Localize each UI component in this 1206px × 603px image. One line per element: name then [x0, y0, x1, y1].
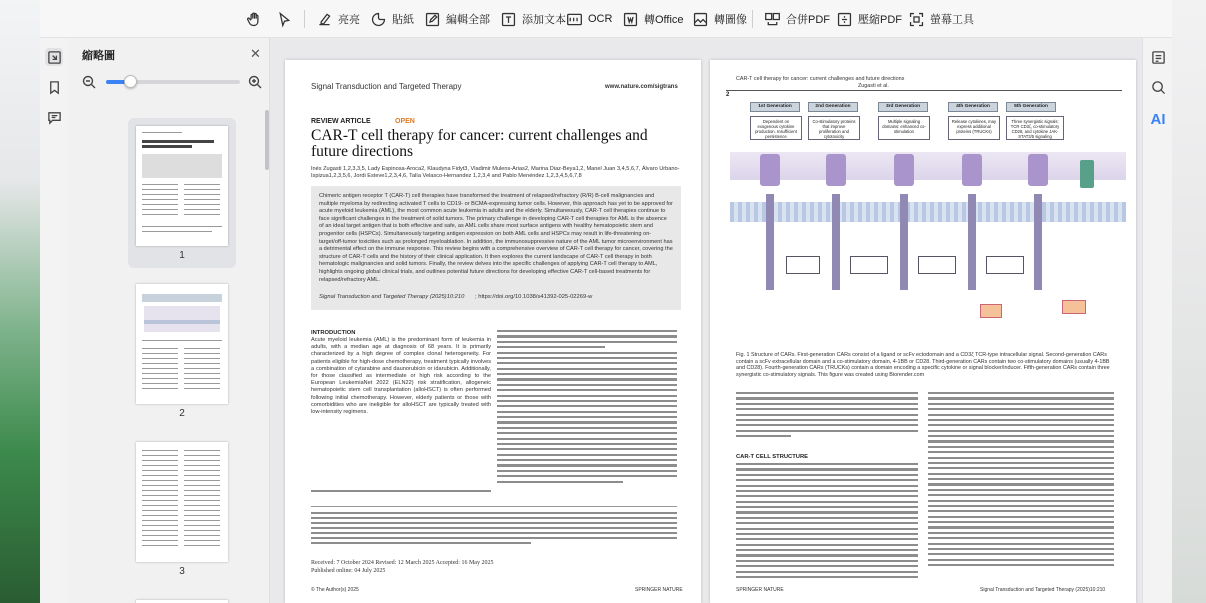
thumbnail-zoom-slider[interactable] — [106, 80, 240, 84]
thumbnail-image — [136, 442, 228, 562]
scfv-domain — [894, 154, 914, 186]
zoom-out-icon — [82, 75, 96, 89]
journal-name: Signal Transduction and Targeted Therapy — [311, 82, 462, 91]
car-stalk — [968, 194, 976, 290]
ai-label: AI — [1150, 110, 1166, 128]
journal-url[interactable]: www.nature.com/sigtrans — [605, 84, 678, 90]
to-image-label: 轉圖像 — [714, 14, 747, 26]
to-image-button[interactable] — [692, 8, 747, 30]
footer-publisher: SPRINGER NATURE — [736, 587, 784, 593]
thumbnail-icon — [47, 50, 62, 65]
thumbnail-page-3[interactable] — [128, 434, 236, 584]
search-icon — [1151, 80, 1166, 95]
thumbnail-page-number: 2 — [179, 408, 185, 419]
intro-heading: INTRODUCTION — [311, 330, 356, 336]
car-stalk — [766, 194, 774, 290]
running-authors: Zugasti et al. — [858, 83, 889, 89]
gen-2-desc: Co-stimulatory proteins that improve proliferation and cytotoxicity — [808, 116, 860, 140]
footnote-divider — [311, 506, 677, 507]
figure-caption: Fig. 1 Structure of CARs. First-generation CARs consist of a ligand or scFv ectodomain and a CD3ζ TCR-type intracellular signal. Second-generation CARs contain a scFv extracellular domain and a co-stimulatory domain, 4-1BB or CD28. Third-generation CARs contain two co-stimulatory domains (usually 4-1BB and CD28). Fourth-generation CARs (TRUCKs) contain a domain encoding a specific cytokine or signal blocker/inducer. Fifth-generation CARs contain three synergistic co-stimulatory signals. This figure was created using Biorender.com — [736, 352, 1110, 378]
open-access-badge: OPEN — [395, 118, 415, 125]
add-text-label: 添加文本 — [522, 14, 566, 26]
pdf-page-2 — [710, 60, 1136, 603]
car-stalk — [832, 194, 840, 290]
thumbnail-page-number: 3 — [179, 566, 185, 577]
close-icon[interactable]: ✕ — [250, 46, 261, 61]
desktop-wallpaper-right — [1172, 0, 1206, 603]
highlight-button[interactable] — [316, 8, 360, 30]
add-text-button[interactable] — [500, 8, 566, 30]
screen-tool-label: 螢幕工具 — [930, 14, 974, 26]
thumbnail-page-1[interactable] — [128, 118, 236, 268]
scfv-domain — [1028, 154, 1048, 186]
toolbar — [40, 0, 1172, 38]
sticker-label: 貼紙 — [392, 14, 414, 26]
footer-citation: Signal Transduction and Targeted Therapy (2025)10:210 — [980, 587, 1106, 593]
desktop-wallpaper-left — [0, 0, 40, 603]
bookmark-panel-button[interactable] — [45, 78, 63, 96]
abstract-text: Chimeric antigen receptor T (CAR-T) cell therapies have transformed the treatment of relapsed/refractory (R/R) B-cell malignancies and multiple myeloma by redirecting activated T cells to CD19- or BCMA-expressing tumor cells. However, this approach has yet to be approved for acute myeloid leukemia (AML), the most common acute leukemia in adults and the elderly. Simultaneously, CAR-T cell therapies continue to face significant challenges in the treatment of solid tumors. The primary challenge in developing CAR-T cell therapies for AML is the absence of an ideal target antigen that is both effective and safe, as AML cells share most surface antigens with healthy hematopoietic stem and progenitor cells (HSPCs). Simultaneously targeting antigen expression on both AML cells and HSPCs may result in life-threatening on-target/off-tumor toxicities such as prolonged myeloablation. In addition, the immunosuppressive nature of the AML tumor microenvironment has a detrimental effect on the immune response. This review begins with a comprehensive overview of CAR-T cell therapy for cancer, covering the structure of CAR-T cells and the history of their clinical application. It then explores the current landscape of CAR-T cell therapy in both hematologic malignancies and solid tumors. Finally, the review delves into the specific challenges of applying CAR-T cell therapy to AML, highlights ongoing global clinical trials, and outlines potential future directions for developing effective CAR-T cell-based treatments for relapsed/refractory AML. — [319, 193, 673, 283]
ocr-icon — [566, 11, 583, 28]
zoom-in-button[interactable] — [248, 75, 262, 89]
outline-button[interactable] — [1149, 48, 1167, 66]
edit-all-button[interactable] — [424, 8, 490, 30]
tcr-domain — [1080, 160, 1094, 188]
thumbnail-panel-title: 縮略圖 — [82, 50, 115, 62]
slider-knob[interactable] — [124, 75, 137, 88]
edit-all-label: 編輯全部 — [446, 14, 490, 26]
thumbnail-panel — [68, 38, 270, 603]
select-tool-button[interactable] — [276, 8, 293, 30]
sticker-button[interactable] — [370, 8, 414, 30]
thumbnail-page-4-partial[interactable] — [128, 592, 236, 603]
intro-text-continued — [311, 490, 491, 496]
bookmark-icon — [47, 80, 62, 95]
highlighter-icon — [316, 11, 333, 28]
scfv-domain — [962, 154, 982, 186]
gen-1-desc: Dependent on exogenous cytokine production. Insufficient persistence — [750, 116, 802, 140]
ocr-button[interactable] — [566, 8, 612, 30]
car-structure-figure — [710, 60, 1136, 340]
citation: Signal Transduction and Targeted Therapy (2025)10:210 — [319, 294, 465, 300]
thumbnail-page-number: 1 — [179, 250, 185, 261]
zoom-in-icon — [248, 75, 262, 89]
thumbnail-scrollbar[interactable] — [265, 110, 269, 170]
hand-icon — [246, 11, 263, 28]
hand-tool-button[interactable] — [246, 8, 263, 30]
intro-text: Acute myeloid leukemia (AML) is the predominant form of leukemia in adults, with a median age at diagnosis of 68 years. It is primarily characterized by a high degree of complex clonal heterogeneity. For patients eligible for high-dose chemotherapy, treatment typically involves a combination of cytarabine and daunorubicin or idarubicin. Additionally, for those classified as intermediate or high risk according to the European LeukemiaNet 2022 (ELN22) risk stratification, allogeneic hematopoietic stem cell transplantation (alloHSCT) is often performed following initial chemotherapy. However, elderly patients or those with comorbidities who are ineligible for alloHSCT are typically treated with low-intensity regimens. — [311, 337, 491, 416]
pdf-page-1 — [285, 60, 701, 603]
car-stalk — [1034, 194, 1042, 290]
list-icon — [1151, 50, 1166, 65]
costim-box — [918, 256, 956, 274]
scfv-domain — [826, 154, 846, 186]
compress-pdf-label: 壓縮PDF — [858, 14, 902, 26]
edit-icon — [424, 11, 441, 28]
gen-5-label: 5th Generation — [1006, 102, 1056, 112]
toolbar-divider — [304, 10, 305, 28]
merge-icon — [764, 11, 781, 28]
doi-link[interactable]: ; https://doi.org/10.1038/s41392-025-02269-w — [475, 294, 593, 300]
gen-4-label: 4th Generation — [948, 102, 998, 112]
to-office-button[interactable] — [622, 8, 684, 30]
page-number: 2 — [726, 92, 730, 98]
running-head: CAR-T cell therapy for cancer: current challenges and future directions — [736, 76, 905, 82]
text-icon — [500, 11, 517, 28]
compress-pdf-button[interactable] — [836, 8, 902, 30]
received-dates: Received: 7 October 2024 Revised: 12 March 2025 Accepted: 16 May 2025 — [311, 560, 494, 566]
article-type: REVIEW ARTICLE — [311, 118, 371, 125]
to-office-label: 轉Office — [644, 14, 684, 26]
ai-assistant-button[interactable] — [1149, 110, 1167, 128]
right-column-text — [928, 392, 1114, 582]
affiliations — [311, 512, 677, 552]
il12-box — [980, 304, 1002, 318]
comment-icon — [47, 110, 62, 125]
section-text — [736, 463, 918, 583]
office-icon — [622, 11, 639, 28]
toolbar-divider — [752, 10, 753, 28]
gen-3-desc: Multiple signaling domains: enhanced co-stimulation — [878, 116, 930, 140]
comment-panel-button[interactable] — [45, 108, 63, 126]
gen-1-label: 1st Generation — [750, 102, 800, 112]
ocr-label: OCR — [588, 13, 613, 25]
compress-icon — [836, 11, 853, 28]
left-rail — [40, 38, 68, 603]
left-column-text — [736, 392, 918, 452]
target-gene-box — [1062, 300, 1086, 314]
car-stalk — [900, 194, 908, 290]
search-button[interactable] — [1149, 78, 1167, 96]
cursor-icon — [276, 11, 293, 28]
costim-box — [986, 256, 1024, 274]
gen-3-label: 3rd Generation — [878, 102, 928, 112]
highlight-label: 亮亮 — [338, 14, 360, 26]
scfv-domain — [760, 154, 780, 186]
right-rail — [1142, 38, 1172, 603]
extracellular-space — [730, 152, 1126, 180]
gen-2-label: 2nd Generation — [808, 102, 858, 112]
article-authors: Inés Zugasti 1,2,3,3,5, Lady Espinosa-Aroca2, Klaudyna Fidyt3, Vladimir Mulens-Arias2, Marina Diaz-Beya1,2, Manel Juan 3,4,5,6,7, Álvaro Urbano-Ispizua1,2,3,5,6, Jordi Esteve1,2,3,4,6, Talía Velasco-Hernandez 1,2,3,4 and Pablo Menéndez 1,2,3,4,5,6,7,8 — [311, 166, 680, 179]
thumbnail-panel-button[interactable] — [45, 48, 63, 66]
merge-pdf-button[interactable] — [764, 8, 830, 30]
abstract-box — [311, 186, 681, 310]
cell-membrane — [730, 202, 1126, 222]
article-title: CAR-T cell therapy for cancer: current challenges and future directions — [311, 127, 648, 160]
pdf-viewer-window — [40, 0, 1172, 603]
screen-tool-button[interactable] — [908, 8, 974, 30]
zoom-out-button[interactable] — [82, 75, 96, 89]
section-heading: CAR-T CELL STRUCTURE — [736, 454, 809, 460]
thumbnail-image — [136, 126, 228, 246]
document-view — [270, 38, 1142, 603]
costim-box — [850, 256, 888, 274]
footer-publisher: SPRINGER NATURE — [635, 587, 683, 593]
sticker-icon — [370, 11, 387, 28]
costim-box — [786, 256, 820, 274]
gen-4-desc: Release cytokines, may express additional proteins (TRUCKs) — [948, 116, 1000, 140]
image-icon — [692, 11, 709, 28]
right-column-text — [497, 330, 677, 500]
merge-pdf-label: 合併PDF — [786, 14, 830, 26]
thumbnail-page-2[interactable] — [128, 276, 236, 426]
thumbnail-image — [136, 284, 228, 404]
gen-5-desc: Three synergistic signals: TCR CD3ζ, co-stimulatory CD28, and cytokine JAK-STAT3/5 signaling — [1006, 116, 1064, 140]
published-date: Published online: 04 July 2025 — [311, 568, 386, 574]
footer-copyright: © The Author(s) 2025 — [311, 587, 359, 593]
screen-icon — [908, 11, 925, 28]
